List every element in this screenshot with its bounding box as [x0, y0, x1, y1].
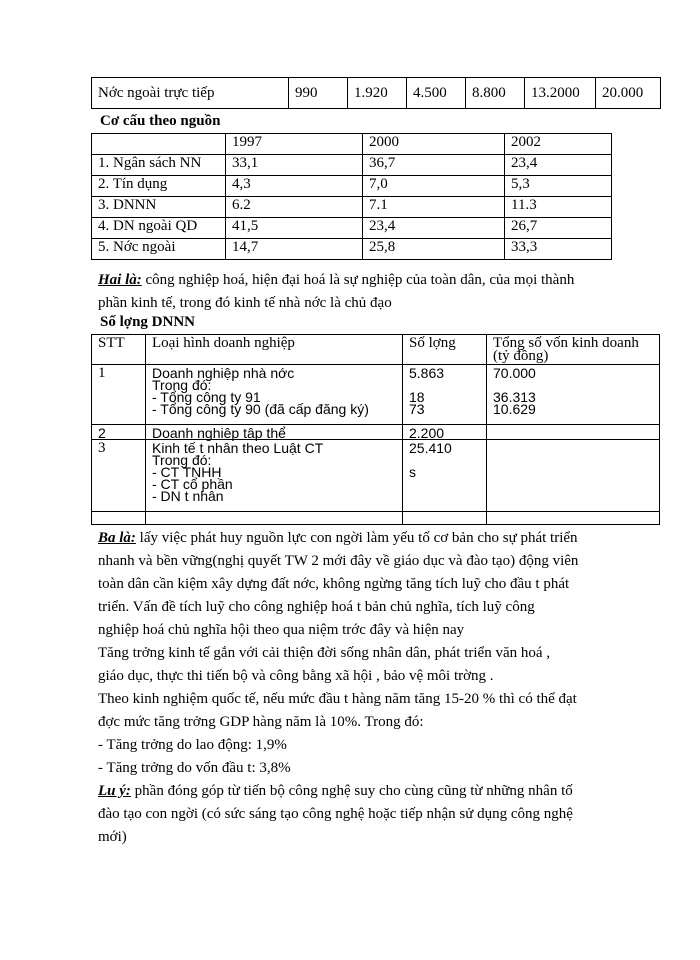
table-cell [146, 365, 403, 425]
table-cell: 33,1 [226, 155, 363, 176]
row-label: Nớc ngoài trực tiếp [92, 78, 289, 109]
structure-table [91, 133, 612, 260]
table-cell: 33,3 [505, 239, 612, 260]
count-header: Số lợng [403, 335, 487, 365]
table-cell [487, 365, 660, 425]
table-header-row [92, 335, 660, 365]
table-cell: 3 [92, 440, 146, 512]
paragraph-text: phần đóng góp từ tiến bộ công nghệ suy cho cùng cũng từ những nhân tố [130, 783, 573, 799]
hai-la-label: Hai là: [98, 272, 142, 288]
type-line: Trong đó: [152, 452, 212, 468]
table-header-row [92, 134, 612, 155]
table-cell: 4,3 [226, 176, 363, 197]
capital-line: 10.629 [493, 401, 536, 417]
table-row [92, 218, 612, 239]
table-cell: Doanh nghiệp tập thể [146, 425, 403, 440]
paragraph-text: nghiệp hoá chủ nghĩa hội theo qua niệm trớc đây và hiện nay [98, 622, 465, 638]
capital-line: 70.000 [493, 365, 536, 381]
table-row [92, 239, 612, 260]
table-cell: 13.2000 [525, 78, 596, 109]
hai-la-paragraph [98, 269, 664, 315]
table-cell: 1 [92, 365, 146, 425]
table-cell [92, 134, 226, 155]
table-cell: 41,5 [226, 218, 363, 239]
type-line: Kinh tế t nhân theo Luật CT [152, 440, 324, 456]
paragraph-text: - Tăng trởng do vốn đầu t: 3,8% [98, 760, 291, 776]
row-label: 3. DNNN [92, 197, 226, 218]
table-cell: 11.3 [505, 197, 612, 218]
paragraph-text: mới) [98, 829, 127, 845]
paragraph-text: Tăng trởng kinh tế gắn với cải thiện đời sống nhân dân, phát triển văn hoá , [98, 645, 551, 661]
table-cell: 14,7 [226, 239, 363, 260]
paragraph-text: phần kinh tế, trong đó kinh tế nhà nớc là chủ đạo [98, 295, 392, 311]
type-line: - Tổng công ty 91 [152, 389, 261, 405]
year-header: 2002 [505, 134, 612, 155]
table-cell [146, 440, 403, 512]
table-row [92, 512, 660, 525]
table-cell: 26,7 [505, 218, 612, 239]
table-cell: 20.000 [596, 78, 661, 109]
table-cell [92, 512, 146, 525]
table-row [92, 440, 660, 512]
structure-heading: Cơ cấu theo nguồn [100, 113, 221, 129]
type-line: - DN t nhân [152, 488, 224, 504]
year-header: 2000 [363, 134, 505, 155]
table-cell [487, 440, 660, 512]
table-cell: 25,8 [363, 239, 505, 260]
table-row [92, 365, 660, 425]
ba-la-label: Ba là: [98, 530, 136, 546]
row-label: 2. Tín dụng [92, 176, 226, 197]
table-cell [403, 440, 487, 512]
row-label: 5. Nớc ngoài [92, 239, 226, 260]
paragraph-text: lấy việc phát huy nguồn lực con ngời làm yếu tố cơ bản cho sự phát triển [135, 530, 578, 546]
table-cell: 6.2 [226, 197, 363, 218]
luu-y-label: Lu ý: [98, 783, 131, 799]
table-cell: 1.920 [348, 78, 407, 109]
paragraph-text: triển. Vấn đề tích luỹ cho công nghiệp hoá t bản chủ nghĩa, tích luỹ công [98, 599, 535, 615]
dnnn-table [91, 334, 660, 525]
paragraph-text: giáo dục, thực thi tiến bộ và công bằng xã hội , bảo vệ môi trờng . [98, 668, 494, 684]
table-cell: 7,0 [363, 176, 505, 197]
table-cell: 2 [92, 425, 146, 440]
table-cell: 4.500 [407, 78, 466, 109]
ba-la-paragraph [98, 527, 664, 849]
capital-line: 36.313 [493, 389, 536, 405]
table-cell [487, 425, 660, 440]
table-row [92, 176, 612, 197]
table-cell: 2.200 [403, 425, 487, 440]
count-line: 18 [409, 389, 425, 405]
count-line: 5.863 [409, 365, 445, 381]
table-cell: 990 [289, 78, 348, 109]
table-cell: 8.800 [466, 78, 525, 109]
table-cell [403, 365, 487, 425]
table-cell [403, 512, 487, 525]
table-row [92, 197, 612, 218]
year-header: 1997 [226, 134, 363, 155]
paragraph-text: công nghiệp hoá, hiện đại hoá là sự nghiệp của toàn dân, của mọi thành [141, 272, 575, 288]
table-cell: 23,4 [505, 155, 612, 176]
table-cell [487, 512, 660, 525]
row-label: 4. DN ngoài QD [92, 218, 226, 239]
row-label: 1. Ngân sách NN [92, 155, 226, 176]
type-line: - Tổng công ty 90 (đã cấp đăng ký) [152, 401, 369, 417]
count-line: 73 [409, 401, 425, 417]
paragraph-text: toàn dân cần kiệm xây dựng đất nớc, không ngừng tăng tích luỹ cho đầu t phát [98, 576, 570, 592]
foreign-direct-table [91, 77, 661, 109]
table-cell: 36,7 [363, 155, 505, 176]
count-line: 25.410 [409, 440, 452, 456]
capital-header: Tổng số vốn kinh doanh (tỷ đồng) [487, 335, 660, 365]
paragraph-text: - Tăng trởng do lao động: 1,9% [98, 737, 287, 753]
table-cell: 23,4 [363, 218, 505, 239]
type-header: Loại hình doanh nghiệp [146, 335, 403, 365]
paragraph-text: đợc mức tăng trởng GDP hàng năm là 10%. Trong đó: [98, 714, 424, 730]
stt-header: STT [92, 335, 146, 365]
count-line: s [409, 464, 416, 480]
dnnn-heading: Số lợng DNNN [100, 314, 195, 330]
type-line: - CT cổ phần [152, 476, 233, 492]
table-cell: 7.1 [363, 197, 505, 218]
paragraph-text: nhanh và bền vững(nghị quyết TW 2 mới đây về giáo dục và đào tạo) động viên [98, 553, 579, 569]
table-cell [146, 512, 403, 525]
paragraph-text: đào tạo con ngời (có sức sáng tạo công nghệ hoặc tiếp nhận sử dụng công nghệ [98, 806, 573, 822]
table-row [92, 155, 612, 176]
paragraph-text: Theo kinh nghiệm quốc tế, nếu mức đầu t hàng năm tăng 15-20 % thì có thể đạt [98, 691, 577, 707]
table-row [92, 425, 660, 440]
type-line: Doanh nghiệp nhà nớc [152, 365, 295, 381]
type-line: - CT TNHH [152, 464, 222, 480]
table-row [92, 78, 661, 109]
table-cell: 5,3 [505, 176, 612, 197]
type-line: Trong đó: [152, 377, 212, 393]
